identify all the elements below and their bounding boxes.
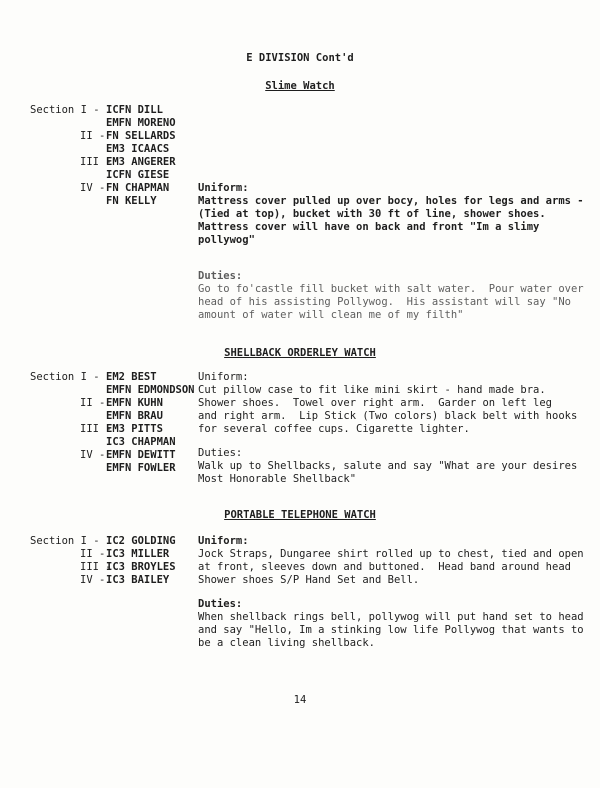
slime-roster-name: FN SELLARDS	[106, 130, 176, 142]
slime-uniform-line: Mattress cover will have on back and front "Im a slimy	[198, 221, 540, 233]
slime-uniform-line: pollywog"	[198, 234, 255, 246]
shellback-roster-name: EMFN KUHN	[106, 397, 163, 409]
shellback-roster-name: IC3 CHAPMAN	[106, 436, 176, 448]
shellback-uniform-line: for several coffee cups. Cigarette lighter.	[198, 423, 470, 435]
shellback-uniform-label: Uniform:	[198, 371, 249, 383]
telephone-uniform-line: at front, sleeves down and buttoned. Head band around head	[198, 561, 571, 573]
telephone-duties-label: Duties:	[198, 598, 243, 610]
shellback-roster-name: EMFN EDMONDSON	[106, 384, 195, 396]
shellback-roster-name: EM3 PITTS	[106, 423, 163, 435]
slime-duties-line: Go to fo'castle fill bucket with salt water. Pour water over	[198, 283, 584, 295]
shellback-roman-4: IV -	[80, 449, 106, 461]
shellback-duties-block	[198, 447, 577, 486]
telephone-roster-name: IC3 BAILEY	[106, 574, 170, 586]
shellback-roster-name: EMFN FOWLER	[106, 462, 176, 474]
shellback-uniform-block	[198, 371, 577, 436]
slime-duties-block	[198, 270, 584, 322]
shellback-uniform-line: Shower shoes. Towel over right arm. Garder on left leg	[198, 397, 553, 409]
slime-roster-name: FN KELLY	[106, 195, 157, 207]
telephone-section-label: Section I -	[30, 535, 100, 547]
shellback-uniform-line: Cut pillow case to fit like mini skirt - hand made bra.	[198, 384, 546, 396]
slime-roman-3: III -	[80, 156, 112, 168]
slime-uniform-line: Mattress cover pulled up over bocy, holes for legs and arms -	[198, 195, 584, 207]
telephone-duties-line: When shellback rings bell, pollywog will put hand set to head	[198, 611, 584, 623]
shellback-roman-3: III -	[80, 423, 112, 435]
telephone-duties-line: be a clean living shellback.	[198, 637, 376, 649]
shellback-duties-label: Duties:	[198, 447, 243, 459]
telephone-duties-line: and say "Hello, Im a stinking low life Pollywog that wants to	[198, 624, 584, 636]
slime-uniform-line: (Tied at top), bucket with 30 ft of line, shower shoes.	[198, 208, 546, 220]
slime-uniform-label: Uniform:	[198, 182, 249, 194]
shellback-duties-line: Walk up to Shellbacks, salute and say "What are your desires	[198, 460, 578, 472]
slime-watch-title: Slime Watch	[265, 80, 335, 92]
slime-roster-name: EM3 ICAACS	[106, 143, 170, 155]
slime-roster-name: FN CHAPMAN	[106, 182, 170, 194]
telephone-duties-block	[198, 598, 584, 650]
telephone-uniform-label: Uniform:	[198, 535, 249, 547]
slime-duties-label: Duties:	[198, 270, 243, 282]
slime-roman-2: II -	[80, 130, 106, 142]
telephone-uniform-line: Shower shoes S/P Hand Set and Bell.	[198, 574, 420, 586]
slime-roster-name: ICFN DILL	[106, 104, 163, 116]
telephone-roster-name: IC3 BROYLES	[106, 561, 176, 573]
telephone-roman-2: II -	[80, 548, 106, 560]
slime-uniform-block	[198, 182, 584, 247]
telephone-roman-4: IV -	[80, 574, 106, 586]
slime-duties-line: head of his assisting Pollywog. His assistant will say "No	[198, 296, 571, 308]
shellback-roman-2: II -	[80, 397, 106, 409]
shellback-duties-line: Most Honorable Shellback"	[198, 473, 357, 485]
shellback-watch-title: SHELLBACK ORDERLEY WATCH	[224, 347, 376, 359]
shellback-roster-name: EM2 BEST	[106, 371, 157, 383]
telephone-uniform-line: Jock Straps, Dungaree shirt rolled up to chest, tied and open	[198, 548, 584, 560]
telephone-roster-name: IC3 MILLER	[106, 548, 170, 560]
shellback-section-label: Section I -	[30, 371, 100, 383]
telephone-uniform-block	[198, 535, 584, 587]
page-header: E DIVISION Cont'd	[246, 52, 354, 64]
shellback-uniform-line: and right arm. Lip Stick (Two colors) black belt with hooks	[198, 410, 578, 422]
slime-roman-4: IV -	[80, 182, 106, 194]
shellback-roster-name: EMFN BRAU	[106, 410, 163, 422]
slime-roster-name: ICFN GIESE	[106, 169, 170, 181]
slime-section-label: Section I -	[30, 104, 100, 116]
slime-roster-name: EM3 ANGERER	[106, 156, 176, 168]
shellback-roster-name: EMFN DEWITT	[106, 449, 176, 461]
slime-duties-line: amount of water will clean me of my filth"	[198, 309, 464, 321]
telephone-watch-title: PORTABLE TELEPHONE WATCH	[224, 509, 376, 521]
page-number: 14	[293, 694, 307, 706]
telephone-roster-name: IC2 GOLDING	[106, 535, 176, 547]
slime-roster-name: EMFN MORENO	[106, 117, 176, 129]
telephone-roman-3: III -	[80, 561, 112, 573]
